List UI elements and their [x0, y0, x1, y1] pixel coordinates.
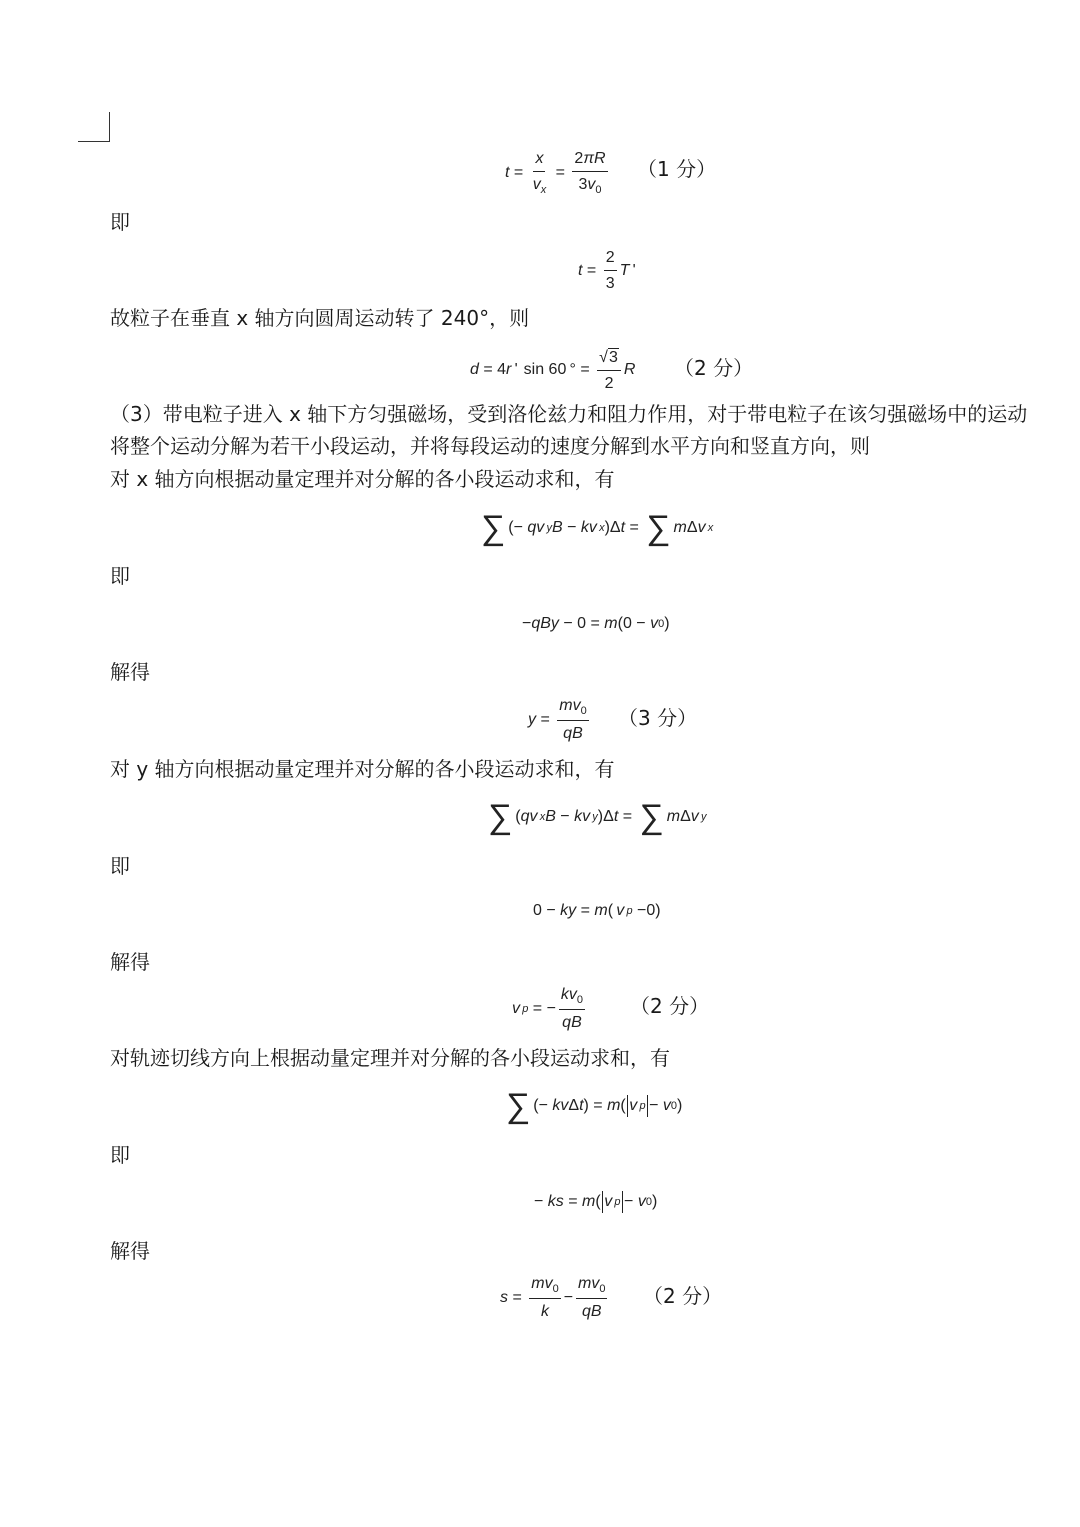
text-line: 解得	[110, 950, 150, 974]
equation-tangent-momentum-sum: ∑ (− kv Δ t ) = m ( v p − v 0 )	[506, 1087, 683, 1125]
page-corner-mark	[78, 112, 110, 142]
score-label: （3 分）	[618, 706, 698, 730]
text-line: 对 x 轴方向根据动量定理并对分解的各小段运动求和，有	[110, 467, 615, 491]
equation-tangent-result: − ks = m ( v p − v 0 )	[534, 1188, 657, 1216]
text-line: 解得	[110, 660, 150, 684]
equation-x-result: − qBy − 0 = m (0 − v 0 )	[522, 615, 670, 632]
equation-y-solution: y = $\frac{mv_0}{qB}$	[528, 697, 587, 742]
equation-time: t = $\frac{x}{v_x}$ = $\frac{2\pi R}{3v_0}$	[505, 150, 606, 196]
equation-y-result: 0 − ky = m ( v p −0)	[533, 902, 661, 919]
text-line: 即	[110, 1143, 130, 1167]
text-line: （3）带电粒子进入 x 轴下方匀强磁场，受到洛伦兹力和阻力作用，对于带电粒子在该匀强磁场中的运动	[110, 402, 1028, 426]
equation-s-solution: s = $\frac{mv_0}{k}$ − $\frac{mv_0}{qB}$	[500, 1275, 606, 1320]
text-line: 即	[110, 854, 130, 878]
text-line: 解得	[110, 1239, 150, 1263]
equation-distance: d = 4 r ' sin 60 ° = √ 3 2 R	[470, 348, 636, 392]
text-line: 对 y 轴方向根据动量定理并对分解的各小段运动求和，有	[110, 757, 615, 781]
score-label: （2 分）	[643, 1284, 723, 1308]
score-label: （1 分）	[637, 157, 717, 181]
text-line: 即	[110, 564, 130, 588]
equation-x-momentum-sum: ∑ (− qv y B − kv x )Δ t = ∑ m Δ v x	[481, 509, 714, 547]
text-line: 故粒子在垂直 x 轴方向圆周运动转了 240°，则	[110, 306, 530, 330]
equation-vp-solution: v p = − $\frac{kv_0}{qB}$	[512, 986, 584, 1031]
equation-time-period: t = $\frac{2}{3}$ T '	[578, 249, 636, 292]
text-line: 将整个运动分解为若干小段运动，并将每段运动的速度分解到水平方向和竖直方向，则	[110, 434, 870, 458]
equation-y-momentum-sum: ∑ ( qv x B − kv y )Δ t = ∑ m Δ v y	[488, 798, 707, 836]
score-label: （2 分）	[630, 994, 710, 1018]
text-line: 对轨迹切线方向上根据动量定理并对分解的各小段运动求和，有	[110, 1046, 670, 1070]
score-label: （2 分）	[674, 356, 754, 380]
text-line: 即	[110, 210, 130, 234]
